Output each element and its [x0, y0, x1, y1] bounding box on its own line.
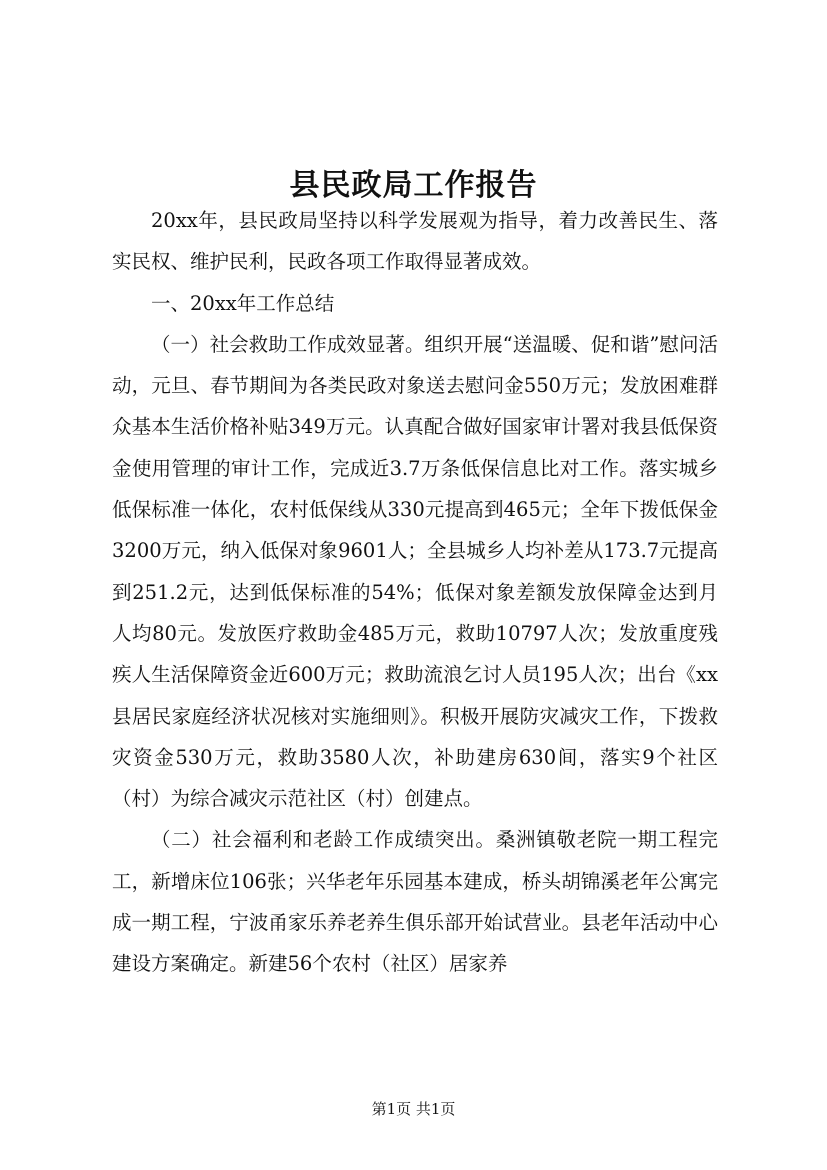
welfare-elderly-paragraph: （二）社会福利和老龄工作成绩突出。桑洲镇敬老院一期工程完工，新增床位106张；兴华老年乐园基本建成，桥头胡锦溪老年公寓完成一期工程，宁波甬家乐养老养生俱乐部开始试营业。县老年活动中心建设方案确定。新建56个农村（社区）居家养	[112, 828, 718, 976]
page-footer: 第1页 共1页	[371, 1100, 456, 1118]
social-assistance-paragraph: （一）社会救助工作成效显著。组织开展“送温暖、促和谐”慰问活动，元旦、春节期间为各类民政对象送去慰问金550万元；发放困难群众基本生活价格补贴349万元。认真配合做好国家审计署对我县低保资金使用管理的审计工作，完成近3.7万条低保信息比对工作。落实城乡低保标准一体化，农村低保线从330元提高到465元；全年下拨低保金3200万元，纳入低保对象9601人；全县城乡人均补差从173.7元提高到251.2元，达到低保标准的54%；低保对象差额发放保障金达到月人均80元。发放医疗救助金485万元，救助10797人次；发放重度残疾人生活保障资金近600万元；救助流浪乞讨人员195人次；出台《xx县居民家庭经济状况核对实施细则》。积极开展防灾减灾工作，下拨救灾资金530万元，救助3580人次，补助建房630间，落实9个社区（村）为综合减灾示范社区（村）创建点。	[112, 332, 718, 811]
intro-paragraph: 20xx年，县民政局坚持以科学发展观为指导，着力改善民生、落实民权、维护民利，民政各项工作取得显著成效。	[112, 209, 718, 274]
section-heading: 一、20xx年工作总结	[151, 291, 335, 315]
document-title: 县民政局工作报告	[289, 168, 538, 204]
document-body	[112, 200, 718, 985]
